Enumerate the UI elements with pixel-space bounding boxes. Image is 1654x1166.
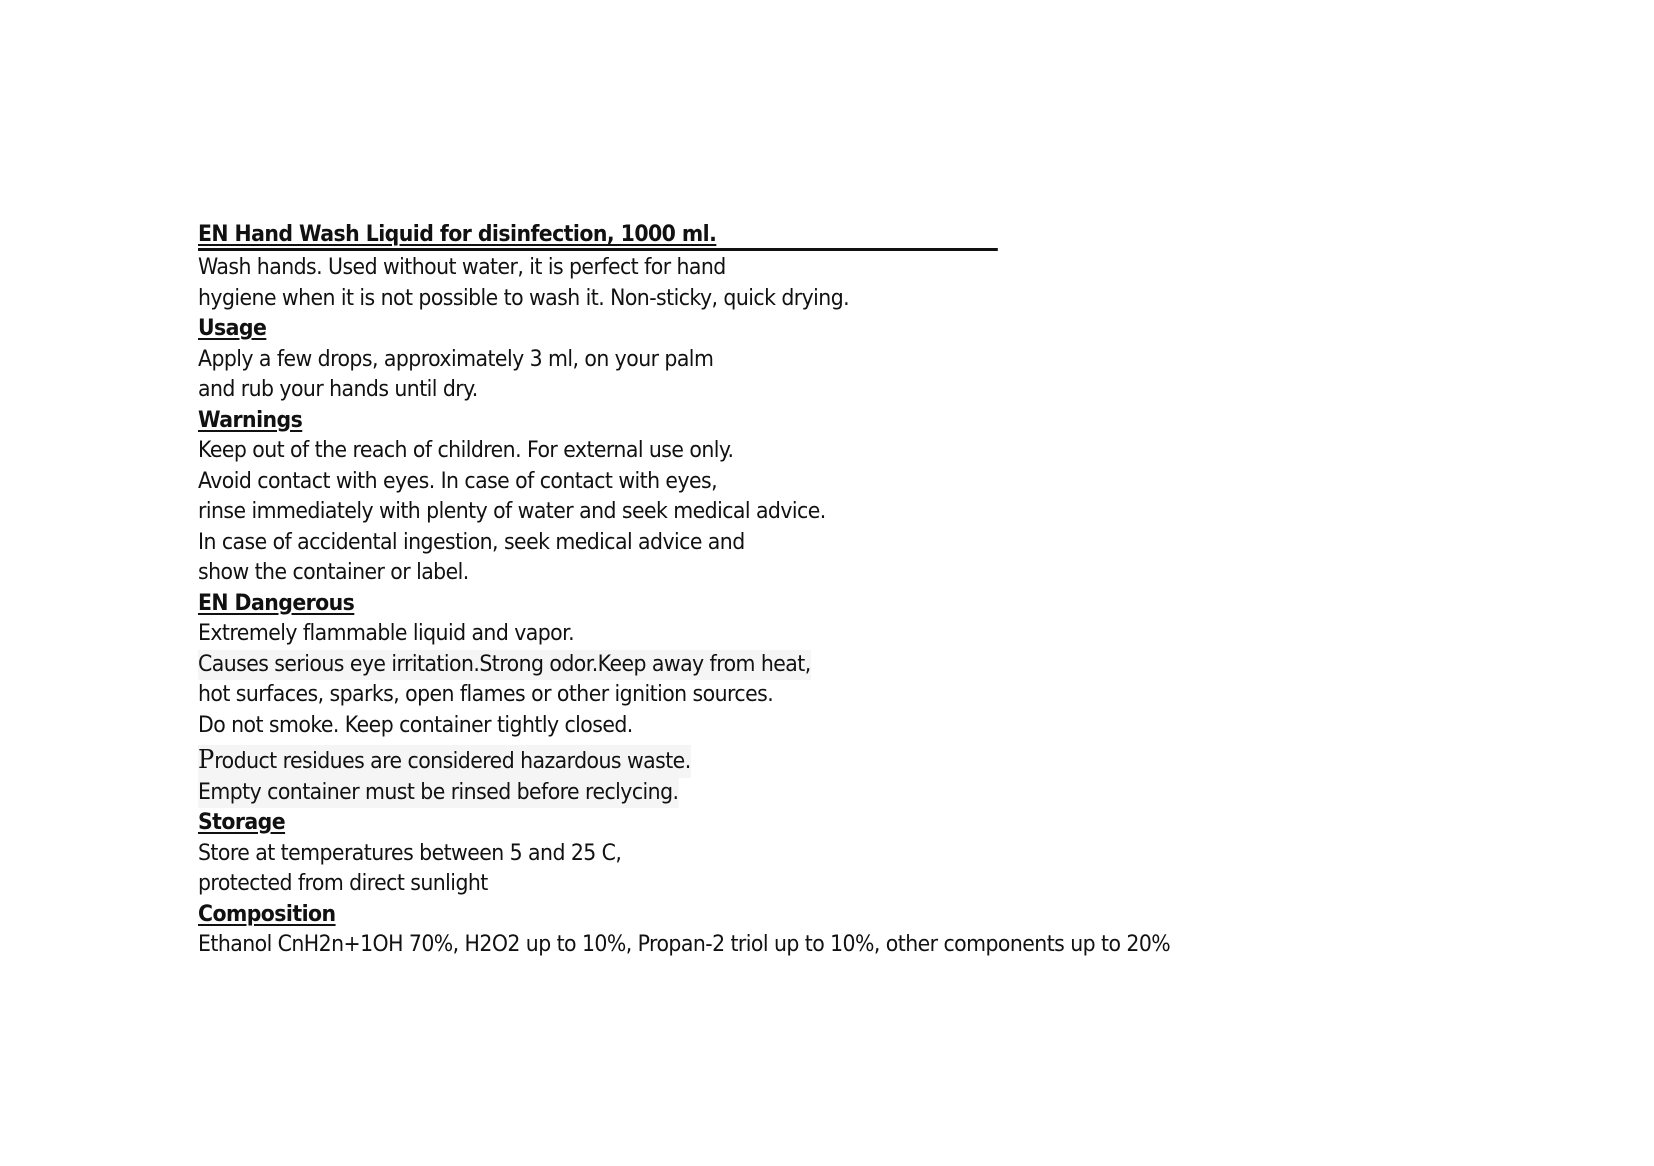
warnings-line: Keep out of the reach of children. For external use only. xyxy=(198,438,734,463)
composition-line: Ethanol CnH2n+1OH 70%, H2O2 up to 10%, Propan-2 triol up to 10%, other components up to 20% xyxy=(198,932,1171,957)
usage-line: and rub your hands until dry. xyxy=(198,377,478,402)
title-text: EN Hand Wash Liquid for disinfection, 1000 ml. xyxy=(198,222,717,247)
warnings-line: rinse immediately with plenty of water and seek medical advice. xyxy=(198,499,826,524)
residue-line xyxy=(198,745,1170,778)
residue-initial: P xyxy=(198,745,215,775)
warnings-line: In case of accidental ingestion, seek medical advice and xyxy=(198,529,745,555)
dangerous-line: Causes serious eye irritation.Strong odor.Keep away from heat, xyxy=(198,650,811,681)
warnings-heading: Warnings xyxy=(198,407,303,433)
dangerous-line: Extremely flammable liquid and vapor. xyxy=(198,621,575,646)
usage-line: Apply a few drops, approximately 3 ml, on your palm xyxy=(198,346,714,372)
document-title xyxy=(198,222,998,251)
composition-heading: Composition xyxy=(198,901,336,927)
warnings-line: Avoid contact with eyes. In case of contact with eyes, xyxy=(198,468,718,494)
dangerous-line: Do not smoke. Keep container tightly closed. xyxy=(198,712,633,738)
label-document xyxy=(198,222,1243,961)
storage-line: protected from direct sunlight xyxy=(198,871,488,896)
intro-line: Wash hands. Used without water, it is perfect for hand xyxy=(198,255,726,280)
intro-line: hygiene when it is not possible to wash it. Non-sticky, quick drying. xyxy=(198,285,850,311)
dangerous-line: hot surfaces, sparks, open flames or other ignition sources. xyxy=(198,682,774,707)
rinse-line: Empty container must be rinsed before reclycing. xyxy=(198,778,678,809)
usage-heading: Usage xyxy=(198,316,267,341)
dangerous-heading: EN Dangerous xyxy=(198,590,355,616)
storage-line: Store at temperatures between 5 and 25 C, xyxy=(198,840,622,866)
residue-text: roduct residues are considered hazardous waste. xyxy=(214,749,691,774)
storage-heading: Storage xyxy=(198,810,286,835)
warnings-line: show the container or label. xyxy=(198,560,469,585)
